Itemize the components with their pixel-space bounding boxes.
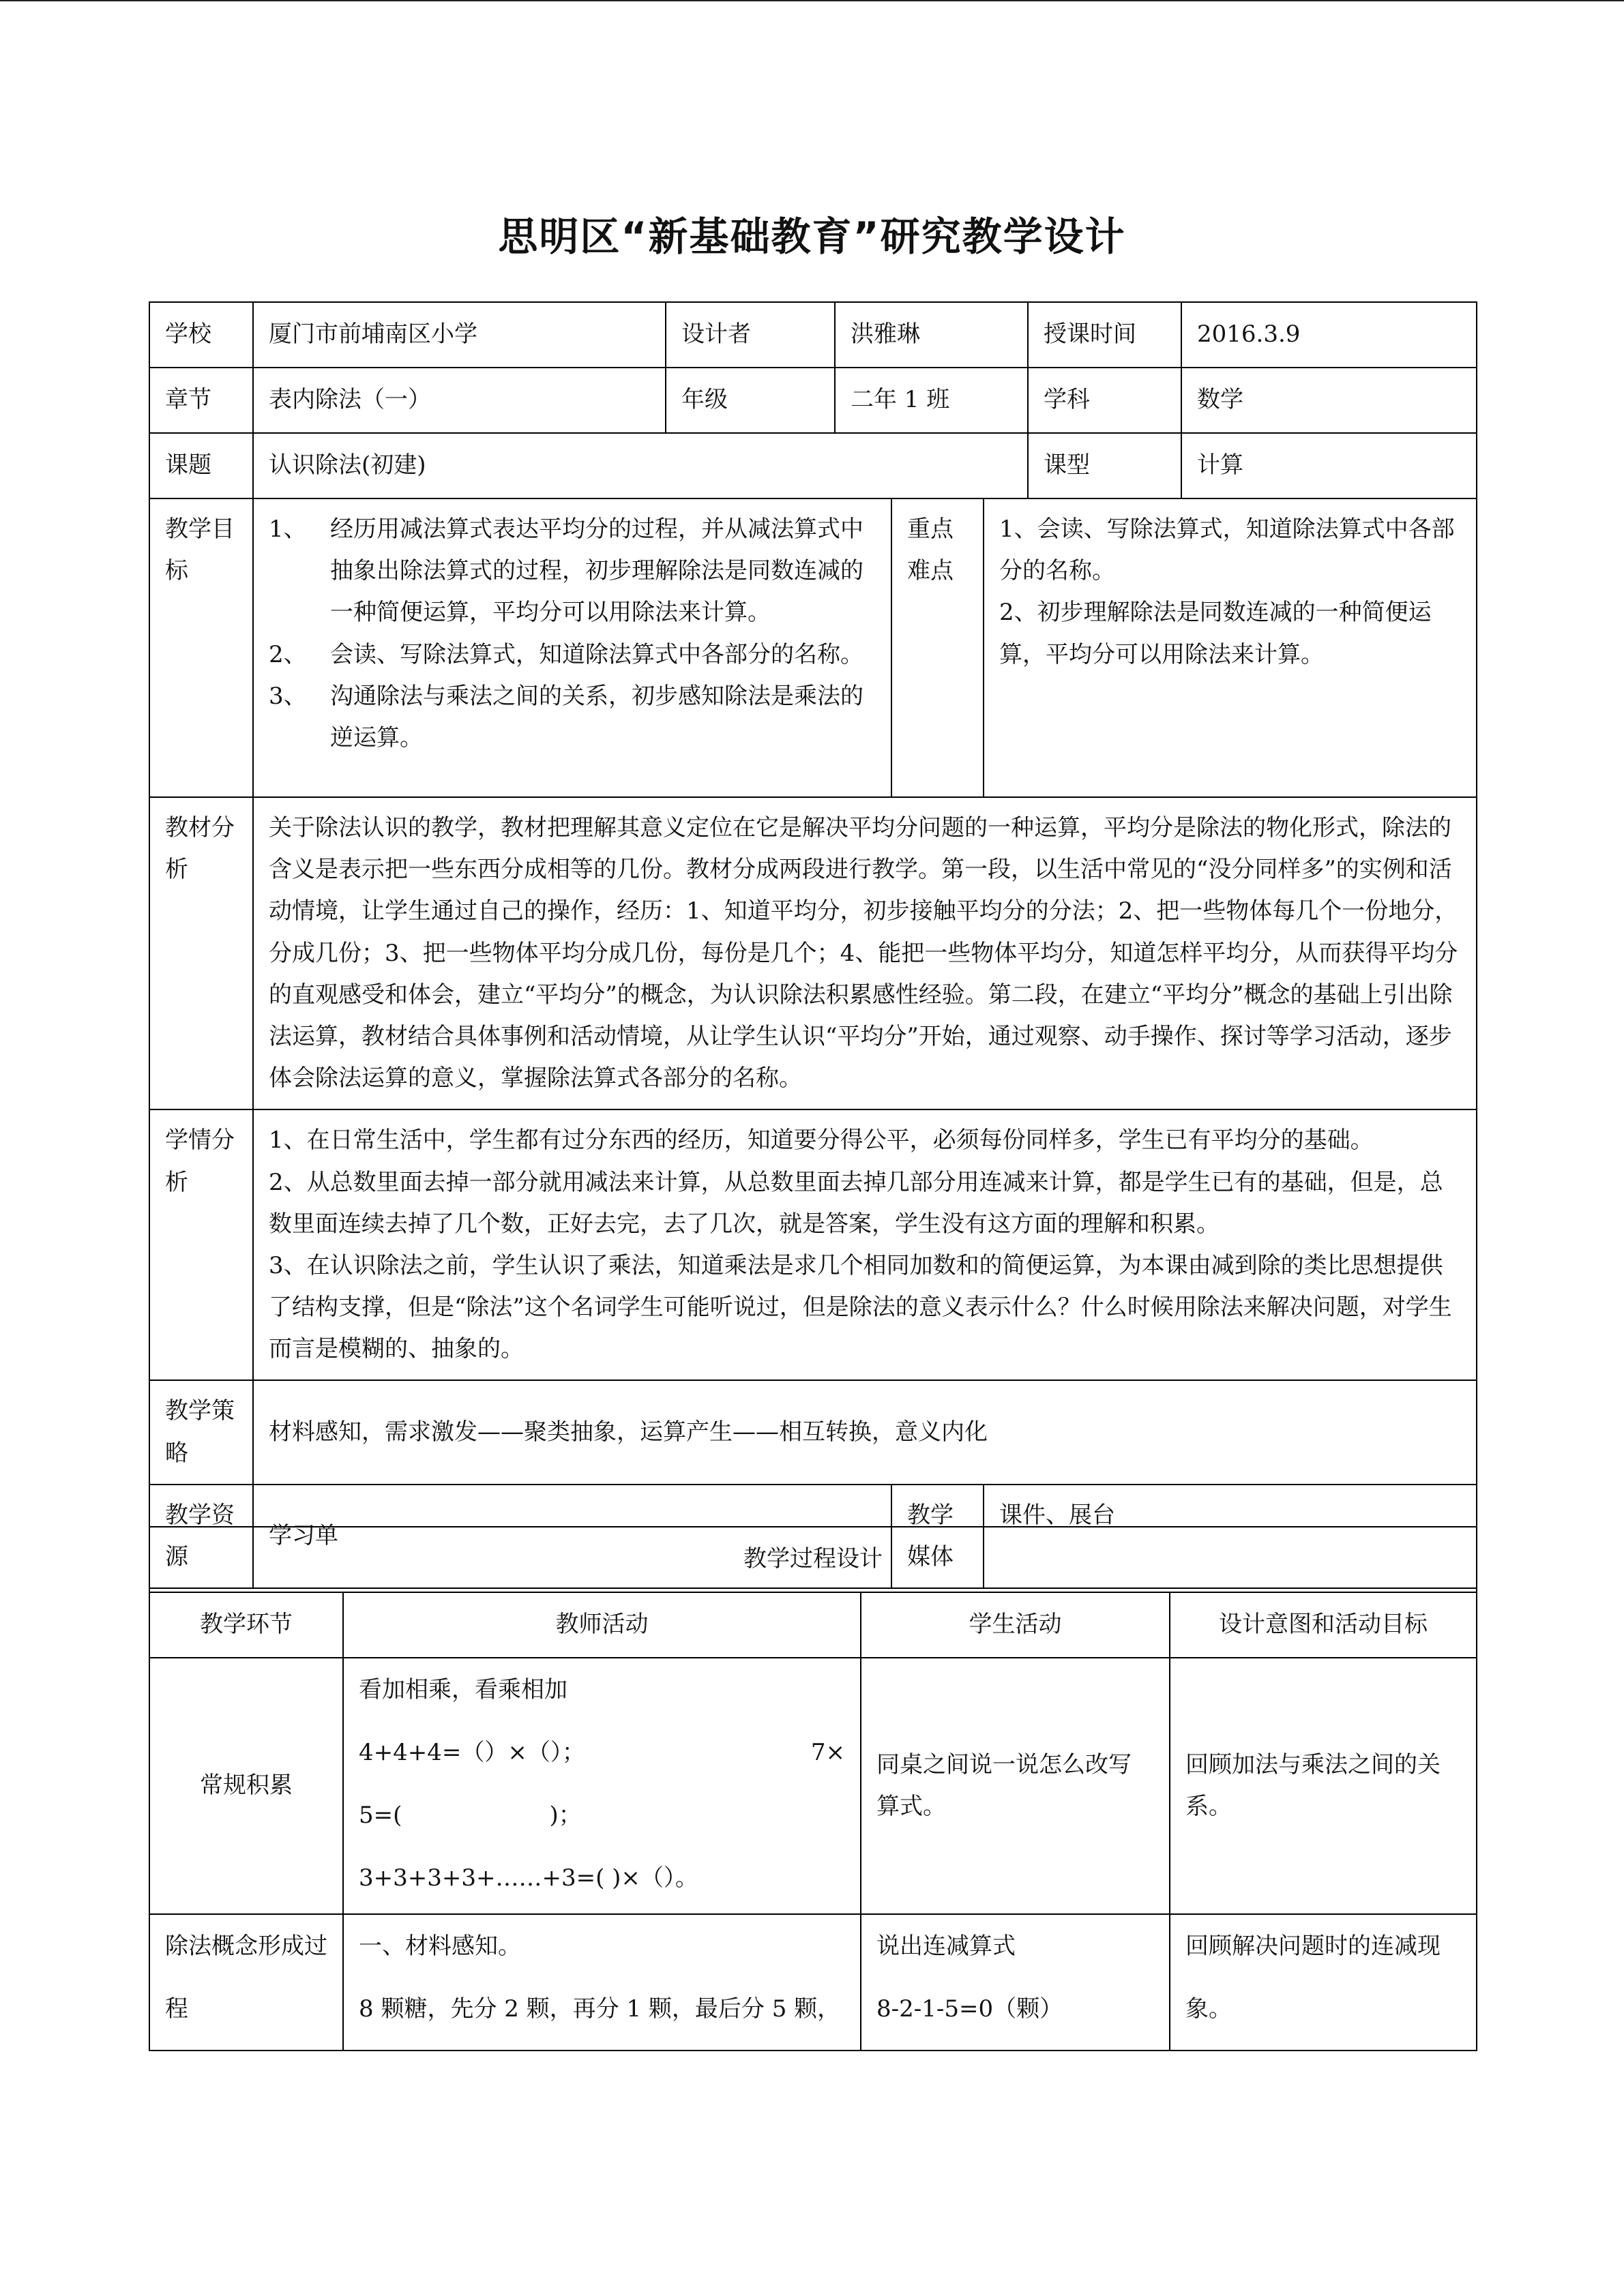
goal-number: 2、: [269, 640, 307, 668]
goal-item: [269, 634, 876, 676]
goal-number: 1、: [269, 516, 307, 543]
goals-list: [269, 509, 876, 759]
topic-label: 课题: [149, 433, 253, 498]
key-points-content: [984, 498, 1477, 797]
type-label: 课型: [1028, 433, 1181, 498]
header-stage: 教学环节: [149, 1592, 343, 1658]
row1-teacher-line: 5=( )；: [359, 1802, 582, 1829]
school-value: 厦门市前埔南区小学: [253, 302, 666, 368]
process-table: [149, 1526, 1477, 2051]
date-label: 授课时间: [1028, 302, 1181, 368]
students-label: 学情分析: [149, 1109, 253, 1380]
key-point-item: 1、会读、写除法算式，知道除法算式中各部分的名称。: [999, 516, 1455, 585]
goal-item: [269, 509, 876, 634]
row2-stage: 除法概念形成过程: [149, 1914, 343, 2051]
subject-label: 学科: [1028, 368, 1181, 433]
date-value: 2016.3.9: [1181, 302, 1477, 368]
goal-text: 会读、写除法算式，知道除法算式中各部分的名称。: [330, 640, 863, 668]
row2-teacher-line: 一、材料感知。: [359, 1933, 521, 1960]
resources-label: 教学资源: [149, 1485, 253, 1588]
analysis-table: [149, 796, 1477, 1589]
row2-intent: 回顾解决问题时的连减现象。: [1170, 1914, 1477, 2051]
chapter-label: 章节: [149, 368, 253, 433]
row1-teacher-line: 3+3+3+3+……+3=( )×（）。: [359, 1864, 698, 1892]
student-analysis-item: 1、在日常生活中，学生都有过分东西的经历，知道要分得公平，必须每份同样多，学生已有平均分的基础。: [269, 1127, 1374, 1154]
key-points-label: 重点难点: [891, 498, 984, 797]
media-value: 课件、展台: [984, 1485, 1477, 1588]
row2-teacher-line: 8 颗糖，先分 2 颗，再分 1 颗，最后分 5 颗，: [359, 1995, 841, 2023]
student-analysis-item: 2、从总数里面去掉一部分就用减法来计算，从总数里面去掉几部分用连减来计算，都是学生已有的基础，但是，总数里面连续去掉了几个数，正好去完，去了几次，就是答案，学生没有这方面的理解和积累。: [269, 1168, 1443, 1238]
row1-teacher: [343, 1658, 861, 1914]
header-teacher: 教师活动: [343, 1592, 861, 1658]
goal-text: 经历用减法算式表达平均分的过程，并从减法算式中抽象出除法算式的过程，初步理解除法是同数连减的一种简便运算，平均分可以用除法来计算。: [330, 516, 863, 627]
resources-value: 学习单: [253, 1485, 891, 1588]
goal-number: 3、: [269, 682, 307, 710]
key-point-item: 2、初步理解除法是同数连减的一种简便运算，平均分可以用除法来计算。: [999, 599, 1432, 668]
row1-teacher-line: 看加相乘，看乘相加: [359, 1676, 567, 1703]
row1-intent: 回顾加法与乘法之间的关系。: [1170, 1658, 1477, 1914]
goals-label: 教学目标: [149, 498, 253, 797]
material-label: 教材分析: [149, 797, 253, 1109]
header-intent: 设计意图和活动目标: [1170, 1592, 1477, 1658]
designer-value: 洪雅琳: [835, 302, 1028, 368]
row2-student-line: 8-2-1-5=0（颗）: [876, 1995, 1063, 2023]
row1-teacher-calc: [359, 1721, 845, 1784]
row1-stage: 常规积累: [149, 1658, 343, 1914]
page-top-rule: [0, 0, 1624, 1]
student-analysis-item: 3、在认识除法之前，学生认识了乘法，知道乘法是求几个相同加数和的简便运算，为本课由减到除的类比思想提供了结构支撑，但是“除法”这个名词学生可能听说过，但是除法的意义表示什么？什么时候用除法来解决问题，对学生而言是模糊的、抽象的。: [269, 1251, 1452, 1363]
topic-value: 认识除法(初建): [253, 433, 1028, 498]
document-title: 思明区“新基础教育”研究教学设计: [498, 213, 1126, 260]
strategy-text: 材料感知，需求激发——聚类抽象，运算产生——相互转换，意义内化: [253, 1380, 1477, 1484]
row2-student-line: 说出连减算式: [876, 1933, 1016, 1960]
row1-teacher-calc-b: 7×: [810, 1739, 845, 1766]
row2-teacher: [343, 1914, 861, 2051]
info-table: [149, 301, 1477, 499]
process-title: 教学过程设计: [149, 1527, 1477, 1592]
goal-item: [269, 676, 876, 759]
goals-table: [149, 498, 1477, 798]
chapter-value: 表内除法（一）: [253, 368, 666, 433]
grade-label: 年级: [666, 368, 835, 433]
media-label: 教学媒体: [891, 1485, 984, 1588]
grade-value: 二年 1 班: [835, 368, 1028, 433]
students-content: [253, 1109, 1477, 1380]
row1-student: 同桌之间说一说怎么改写算式。: [861, 1658, 1170, 1914]
subject-value: 数学: [1181, 368, 1477, 433]
header-student: 学生活动: [861, 1592, 1170, 1658]
row1-teacher-calc-a: 4+4+4=（）×（）；: [359, 1739, 585, 1766]
school-label: 学校: [149, 302, 253, 368]
goal-text: 沟通除法与乘法之间的关系，初步感知除法是乘法的逆运算。: [330, 682, 863, 751]
designer-label: 设计者: [666, 302, 835, 368]
strategy-label: 教学策略: [149, 1380, 253, 1484]
material-text: 关于除法认识的教学，教材把理解其意义定位在它是解决平均分问题的一种运算，平均分是除法的物化形式，除法的含义是表示把一些东西分成相等的几份。教材分成两段进行教学。第一段，以生活中常见的“没分同样多”的实例和活动情境，让学生通过自己的操作，经历：1、知道平均分，初步接触平均分的分法；2、把一些物体每几个一份地分，分成几份；3、把一些物体平均分成几份，每份是几个；4、能把一些物体平均分，知道怎样平均分，从而获得平均分的直观感受和体会，建立“平均分”的概念，为认识除法积累感性经验。第二段，在建立“平均分”概念的基础上引出除法运算，教材结合具体事例和活动情境，从让学生认识“平均分”开始，通过观察、动手操作、探讨等学习活动，逐步体会除法运算的意义，掌握除法算式各部分的名称。: [253, 797, 1477, 1109]
type-value: 计算: [1181, 433, 1477, 498]
goals-content: [253, 498, 891, 797]
row2-student: [861, 1914, 1170, 2051]
